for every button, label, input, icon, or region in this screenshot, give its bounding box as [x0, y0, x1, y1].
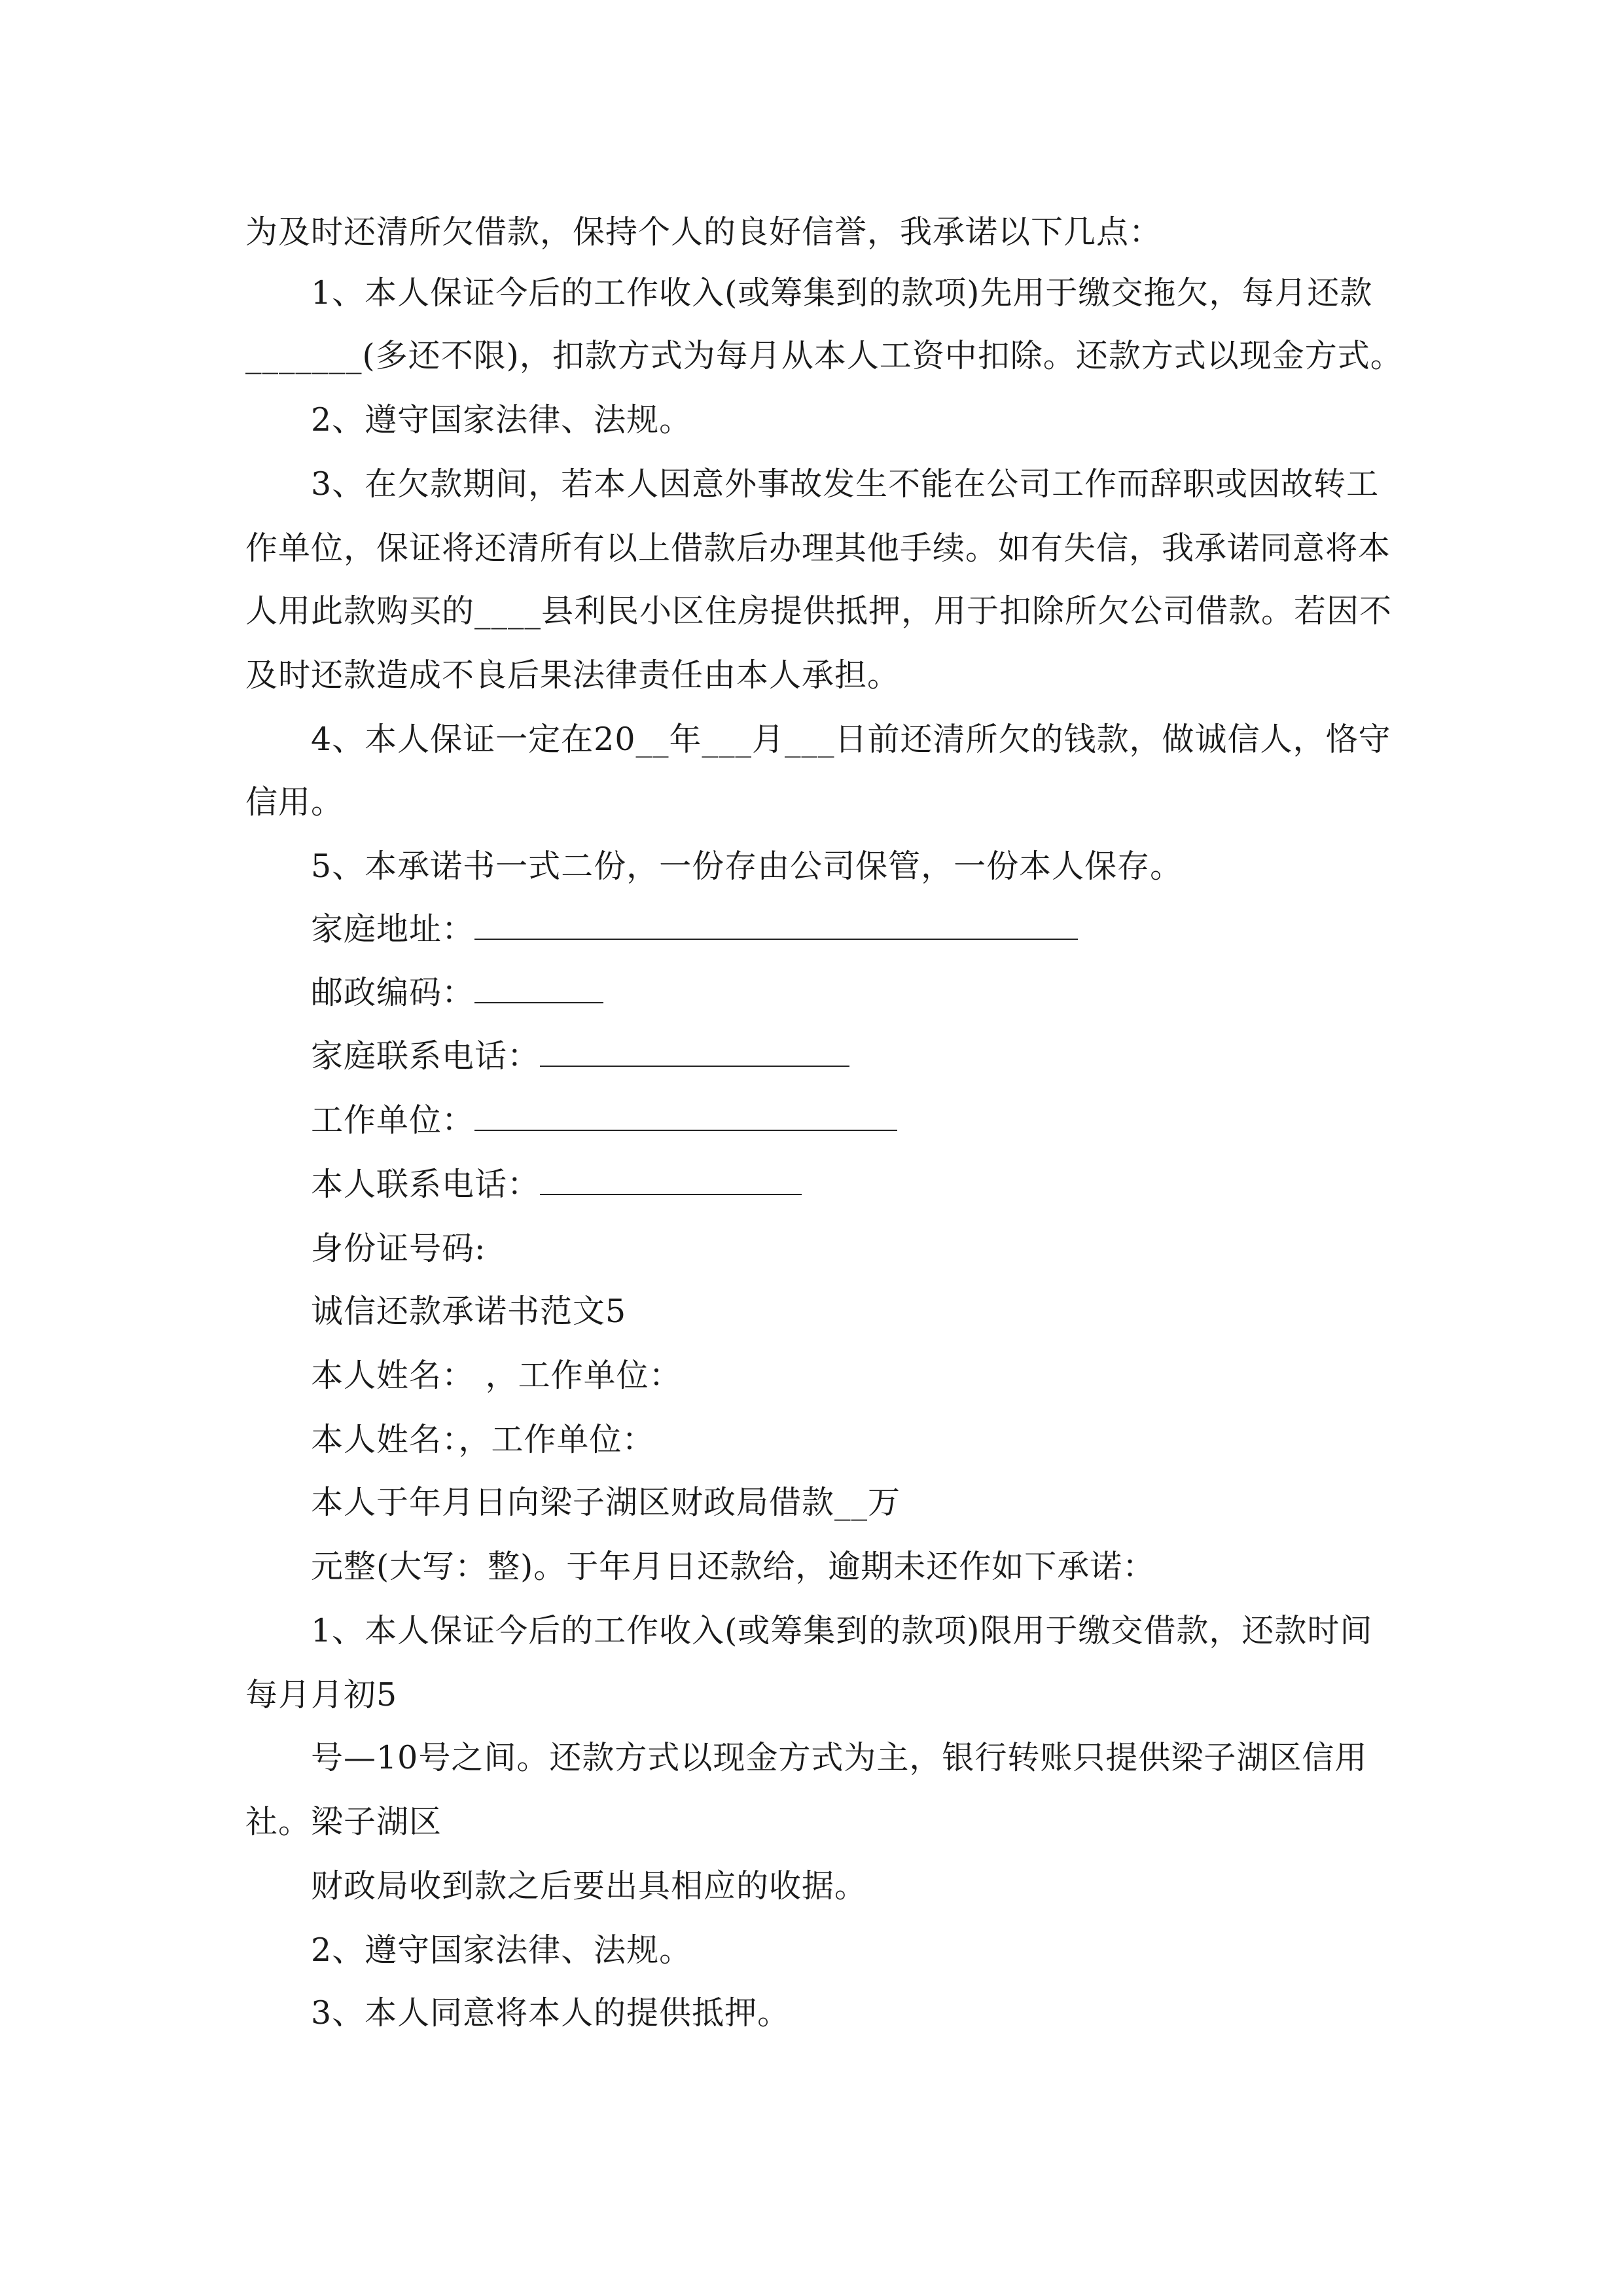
home-address-label: 家庭地址：	[311, 910, 475, 948]
home-phone-blank	[540, 1037, 849, 1067]
promise-1-line-3: 号—10号之间。还款方式以现金方式为主，银行转账只提供梁子湖区信用	[311, 1739, 1368, 1776]
item-3-line-4: 及时还款造成不良后果法律责任由本人承担。	[245, 656, 901, 694]
promise-1-line-2: 每月月初5	[245, 1676, 398, 1713]
promise-1-line-1: 1、本人保证今后的工作收入(或筹集到的款项)限用于缴交借款，还款时间	[311, 1612, 1373, 1649]
item-4-line-1: 4、本人保证一定在20__年___月___日前还清所欠的钱款，做诚信人，恪守	[311, 721, 1391, 758]
work-unit-label: 工作单位：	[311, 1102, 475, 1139]
item-4-line-2: 信用。	[245, 783, 344, 821]
name-unit-line-1: 本人姓名： ，工作单位：	[311, 1357, 682, 1394]
postal-code-label: 邮政编码：	[311, 974, 475, 1011]
promise-1-line-4: 社。梁子湖区	[245, 1803, 442, 1840]
postal-code-field	[311, 973, 603, 1013]
item-5-line: 5、本承诺书一式二份，一份存由公司保管，一份本人保存。	[311, 848, 1183, 885]
item-3-line-1: 3、在欠款期间，若本人因意外事故发生不能在公司工作而辞职或因故转工	[311, 465, 1380, 503]
item-1-line-2: _______(多还不限)，扣款方式为每月从本人工资中扣除。还款方式以现金方式。	[245, 337, 1403, 374]
personal-phone-label: 本人联系电话：	[311, 1166, 541, 1203]
item-3-line-3: 人用此款购买的____县利民小区住房提供抵押，用于扣除所欠公司借款。若因不	[245, 592, 1393, 630]
intro-line: 为及时还清所欠借款，保持个人的良好信誉，我承诺以下几点：	[245, 213, 1162, 251]
item-3-line-2: 作单位，保证将还清所有以上借款后办理其他手续。如有失信，我承诺同意将本	[245, 529, 1391, 567]
promise-3-line: 3、本人同意将本人的提供抵押。	[311, 1994, 791, 2032]
item-2-line: 2、遵守国家法律、法规。	[311, 401, 692, 439]
id-number-label: 身份证号码:	[311, 1230, 486, 1267]
section-heading: 诚信还款承诺书范文5	[311, 1293, 627, 1330]
item-1-line-1: 1、本人保证今后的工作收入(或筹集到的款项)先用于缴交拖欠，每月还款	[311, 274, 1373, 312]
personal-phone-field	[311, 1165, 802, 1204]
promise-1-line-5: 财政局收到款之后要出具相应的收据。	[311, 1867, 868, 1905]
work-unit-blank	[474, 1101, 897, 1131]
postal-code-blank	[474, 973, 603, 1003]
promise-2-line: 2、遵守国家法律、法规。	[311, 1931, 692, 1969]
personal-phone-blank	[540, 1165, 802, 1195]
home-address-field	[311, 910, 1078, 949]
home-address-blank	[474, 910, 1078, 940]
home-phone-label: 家庭联系电话：	[311, 1037, 541, 1075]
home-phone-field	[311, 1037, 849, 1076]
work-unit-field	[311, 1101, 897, 1140]
loan-statement-line-2: 元整(大写：整)。于年月日还款给，逾期未还作如下承诺：	[311, 1548, 1156, 1585]
loan-statement-line-1: 本人于年月日向梁子湖区财政局借款__万	[311, 1484, 901, 1521]
name-unit-line-2: 本人姓名：，工作单位：	[311, 1421, 655, 1458]
